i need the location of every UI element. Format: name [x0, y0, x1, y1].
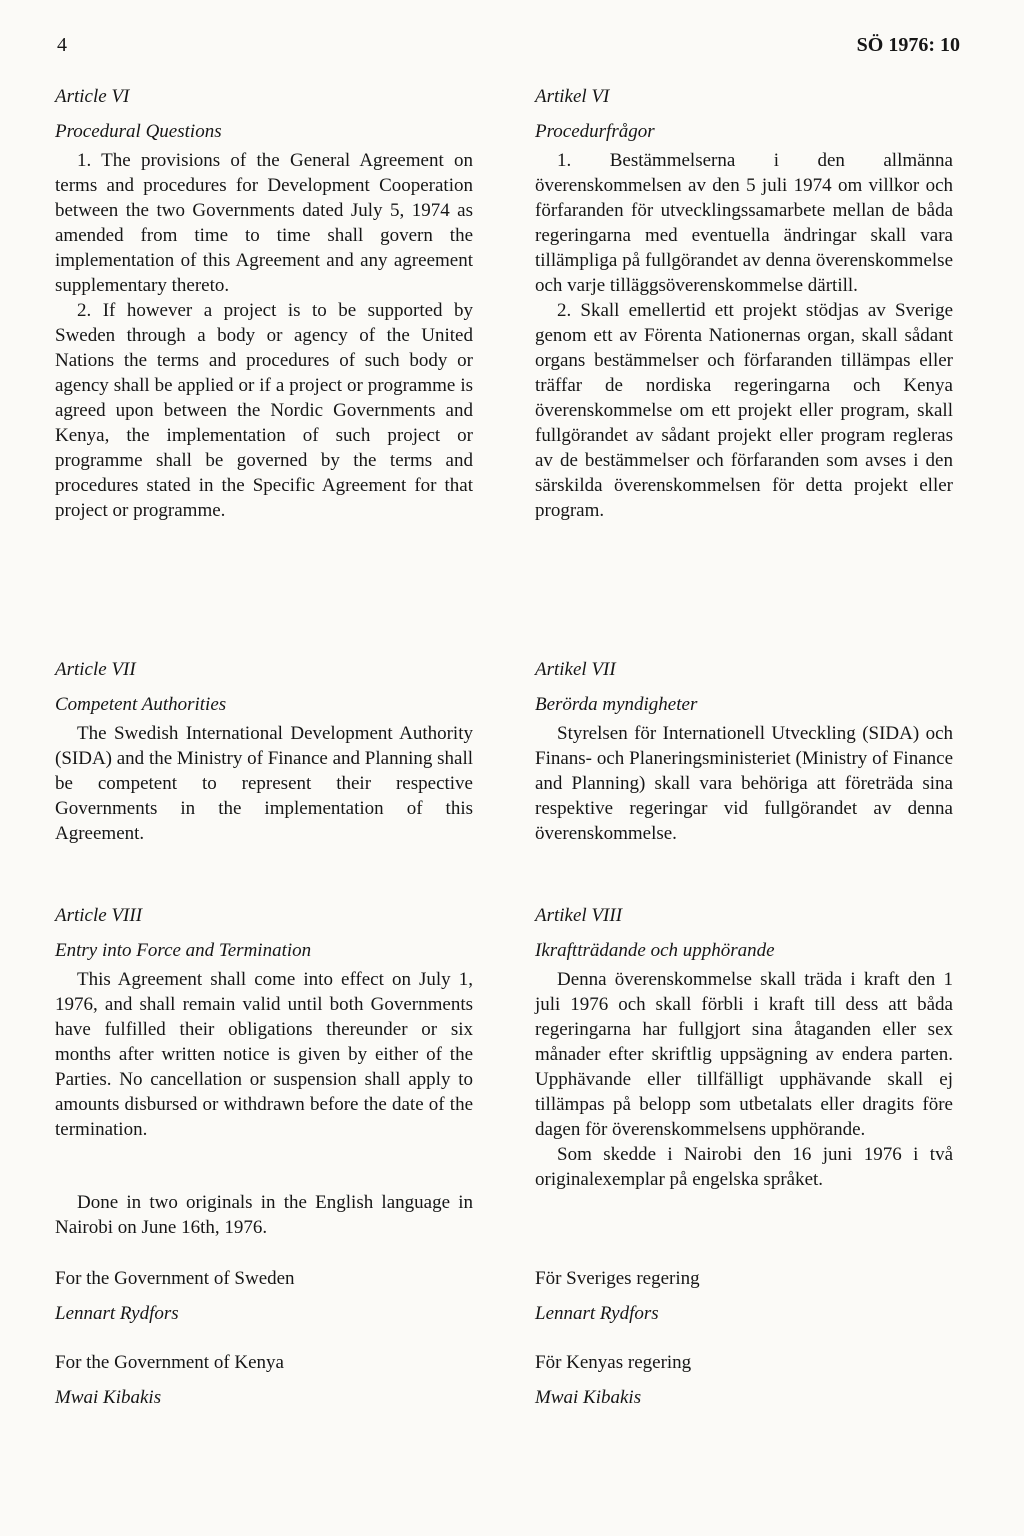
article-subheading: Entry into Force and Termination — [55, 940, 312, 961]
article-heading: Artikel VIII — [535, 905, 623, 926]
article-heading: Article VIII — [55, 905, 143, 926]
signature-label: För Sveriges regering — [535, 1268, 700, 1289]
article-subheading: Competent Authorities — [55, 694, 227, 715]
page-header — [57, 34, 960, 64]
article-paragraph: The Swedish International Development Authority (SIDA) and the Ministry of Finance and Planning shall be competent to represent their respective Governments in the implementation of this Agreement. — [55, 723, 473, 844]
article-paragraph: 2. If however a project is to be supported by Sweden through a body or agency of the United Nations the terms and procedures of such body or agency shall be applied or if a project or programme is agreed upon between the Nordic Governments and Kenya, the implementation of such project or programme shall be governed by the terms and procedures stated in the Specific Agreement for that project or programme. — [55, 300, 473, 521]
article-paragraph: Denna överenskommelse skall träda i kraft den 1 juli 1976 och skall förbli i kraft till dess att båda regeringarna har fullgjort sina åtaganden eller sex månader efter skriftlig uppsägning av endera parten. Upphävande eller tillfälligt upphävande skall ej tillämpas på belopp som utbetalats eller dragits före dagen för överenskommelsens upphörande. — [535, 969, 953, 1140]
article-paragraph: 2. Skall emellertid ett projekt stödjas av Sverige genom ett av Förenta Nationernas organ, skall sådant organs bestämmelser och förfaranden tillämpas eller träffar de nordiska regeringarna och Kenya överenskommelse om ett projekt eller program, skall fullgörandet av sådant projekt eller program regleras av de bestämmelser och förfaranden som avses i den särskilda överenskommelsen för detta projekt eller program. — [535, 300, 953, 521]
document-reference: SÖ 1976: 10 — [856, 34, 960, 56]
article-paragraph: 1. Bestämmelserna i den allmänna överenskommelsen av den 5 juli 1974 om villkor och förfaranden för utvecklingssamarbete mellan de båda regeringarna med eventuella ändringar skall vara tillämpliga på fullgörandet av denna överenskommelse och varje tilläggsöverenskommelse därtill. — [535, 150, 953, 296]
article-paragraph: 1. The provisions of the General Agreement on terms and procedures for Development Cooperation between the two Governments dated July 5, 1974 as amended from time to time shall govern the implementation of this Agreement and any agreement supplementary thereto. — [55, 150, 473, 296]
signature-block-kenya — [55, 1350, 473, 1410]
signature-block-sweden — [535, 1266, 953, 1326]
article-subheading: Procedural Questions — [55, 121, 222, 142]
article-viii-en — [55, 903, 473, 1142]
article-heading: Article VI — [55, 86, 130, 107]
article-vi-en — [55, 84, 473, 523]
signature-name: Lennart Rydfors — [535, 1303, 659, 1324]
signature-name: Mwai Kibakis — [55, 1387, 162, 1408]
page-number: 4 — [57, 34, 67, 56]
signature-name: Lennart Rydfors — [55, 1303, 179, 1324]
signature-name: Mwai Kibakis — [535, 1387, 642, 1408]
signature-label: För Kenyas regering — [535, 1352, 692, 1373]
article-vii-en — [55, 657, 473, 846]
article-paragraph: Styrelsen för Internationell Utveckling (SIDA) och Finans- och Planeringsministeriet (Ministry of Finance and Planning) skall vara behöriga att företräda sina respektive regeringar vid fullgörandet av denna överenskommelse. — [535, 723, 953, 844]
signature-block-sweden — [55, 1266, 473, 1326]
article-viii-sv — [535, 903, 953, 1192]
article-vi-sv — [535, 84, 953, 523]
article-subheading: Berörda myndigheter — [535, 694, 698, 715]
article-heading: Article VII — [55, 659, 136, 680]
done-statement: Done in two originals in the English language in Nairobi on June 16th, 1976. — [55, 1192, 473, 1238]
signature-block-kenya — [535, 1350, 953, 1410]
article-heading: Artikel VII — [535, 659, 616, 680]
article-subheading: Ikraftträdande och upphörande — [535, 940, 775, 961]
article-heading: Artikel VI — [535, 86, 610, 107]
signature-label: For the Government of Kenya — [55, 1352, 284, 1373]
signature-label: For the Government of Sweden — [55, 1268, 295, 1289]
article-subheading: Procedurfrågor — [535, 121, 655, 142]
article-paragraph: Som skedde i Nairobi den 16 juni 1976 i två originalexemplar på engelska språket. — [535, 1144, 953, 1190]
article-paragraph: This Agreement shall come into effect on July 1, 1976, and shall remain valid until both Governments have fulfilled their obligations thereunder or six months after written notice is given by either of the Parties. No cancellation or suspension shall apply to amounts disbursed or withdrawn before the date of the termination. — [55, 969, 473, 1140]
article-vii-sv — [535, 657, 953, 846]
